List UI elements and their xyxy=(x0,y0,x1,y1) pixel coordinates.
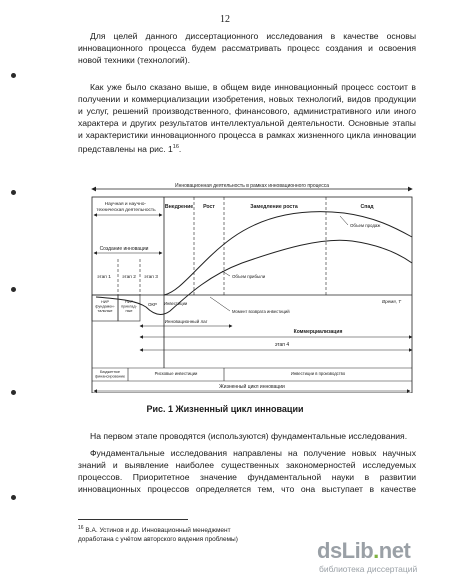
text-line xyxy=(78,141,416,155)
paragraph-4 xyxy=(78,447,416,495)
dslib-watermark[interactable] xyxy=(317,538,442,578)
paragraph-1 xyxy=(78,30,416,66)
stage4-label: этап 4 xyxy=(274,342,290,348)
stage1-label: этап 1 xyxy=(97,275,111,280)
logo-dot: . xyxy=(373,538,379,563)
top-banner-label: Инновационная деятельность в рамках инновационного процесса xyxy=(175,183,329,189)
footnote-text: В.А. Устинов и др. Инновационный менеджмент xyxy=(85,527,231,535)
paragraph-3 xyxy=(78,430,416,442)
binder-hole xyxy=(11,495,16,500)
watermark-tagline: библиотека диссертаций xyxy=(319,564,418,574)
label-part: фундамен- xyxy=(95,304,115,309)
diagram-svg xyxy=(82,183,416,393)
label-part: Научная и научно- xyxy=(104,202,146,207)
label-part: НИР xyxy=(100,300,110,304)
stage3-label: этап 3 xyxy=(144,275,158,280)
logo-part: dsLib xyxy=(317,538,374,563)
footnote-line xyxy=(78,524,298,536)
footnote-line: доработана с учётом авторского видения проблемы) xyxy=(78,535,238,543)
page-number: 12 xyxy=(220,14,230,25)
text-line: Фундаментальные исследования направлены на получение новых научных xyxy=(90,448,416,458)
binder-hole xyxy=(11,190,16,195)
logo-part: net xyxy=(378,538,411,563)
binder-hole xyxy=(11,73,16,78)
label-part: ные xyxy=(125,309,133,313)
text-line: и услуг, решений производственного, финансового, административного или иного xyxy=(78,106,416,117)
profit-label: Объем прибыли xyxy=(232,274,266,279)
okr-label: ОКР xyxy=(148,302,157,307)
binder-hole xyxy=(11,390,16,395)
label-part: Бюджетное xyxy=(99,370,121,374)
text-line: и характеристики инновационного процесса в рамках жизненного цикла инновации xyxy=(78,130,416,141)
text-line: характера и других результатов интеллектуальной деятельности. Основные этапы xyxy=(78,118,416,129)
text-line-content: представлены на рис. 1 xyxy=(78,144,173,155)
footnote-number: 16 xyxy=(78,525,84,531)
footnote-ref: 16 xyxy=(172,144,179,151)
budget-label xyxy=(95,370,125,379)
payback-label: Момент возврата инвестиций xyxy=(232,309,290,314)
figure-caption: Рис. 1 Жизненный цикл инновации xyxy=(146,404,304,414)
lifecycle-diagram xyxy=(82,183,416,393)
label-part: НИР xyxy=(124,300,134,304)
label-part: техническая деятельность xyxy=(96,208,156,213)
text-line: Для целей данного диссертационного исследования в качестве основы xyxy=(90,31,416,41)
watermark-logo xyxy=(317,538,410,564)
stage2-label: этап 2 xyxy=(122,275,136,280)
fund-research-label xyxy=(95,300,115,313)
investments-label: Инвестиции xyxy=(164,301,188,306)
creation-label: Создание инновации xyxy=(99,246,149,252)
text-line: Как уже было сказано выше, в общем виде инновационный процесс состоит в xyxy=(90,82,416,92)
label-part: приклад- xyxy=(121,304,137,309)
phase-decline-label: Спад xyxy=(360,204,374,210)
label-part: тальные xyxy=(97,309,113,313)
text-line: инновационных процессов определяется тем, что она выступает в качестве xyxy=(78,484,416,495)
venture-label: Рисковые инвестиции xyxy=(154,371,198,376)
phase-slow-label: Замедление роста xyxy=(250,204,298,210)
text-line: знаний и выявление наиболее существенных закономерностей исследуемых xyxy=(78,460,416,471)
label-part: финансирование xyxy=(94,374,126,379)
phase-growth-label: Рост xyxy=(203,204,215,210)
text-line: процессов. Приоритетное значение фундаментальной науки в развитии xyxy=(78,472,416,483)
text-line: новой техники (технологий). xyxy=(78,55,190,66)
lifecycle-label: Жизненный цикл инновации xyxy=(219,384,285,390)
prod-invest-label: Инвестиции в производство xyxy=(290,371,346,376)
time-axis-label: Время, Т xyxy=(382,299,402,304)
phase-intro-label: Внедрение xyxy=(164,204,194,210)
lag-label: Инновационный лаг xyxy=(164,319,208,324)
footnote xyxy=(78,524,298,544)
text-line: На первом этапе проводятся (используются) фундаментальные исследования. xyxy=(90,431,408,441)
sales-label: Объем продаж xyxy=(350,223,381,228)
paragraph-2 xyxy=(78,81,416,155)
commercial-label: Коммерциализация xyxy=(293,329,343,335)
text-line: инновационного процесса будем рассматривать процесс создания и освоения xyxy=(78,43,416,54)
binder-hole xyxy=(11,287,16,292)
footnote-rule xyxy=(78,519,188,520)
phase-sci-label xyxy=(96,201,156,213)
period: . xyxy=(178,144,182,155)
text-line: получении и коммерциализации изобретения, новых технологий, видов продукции xyxy=(78,94,416,105)
